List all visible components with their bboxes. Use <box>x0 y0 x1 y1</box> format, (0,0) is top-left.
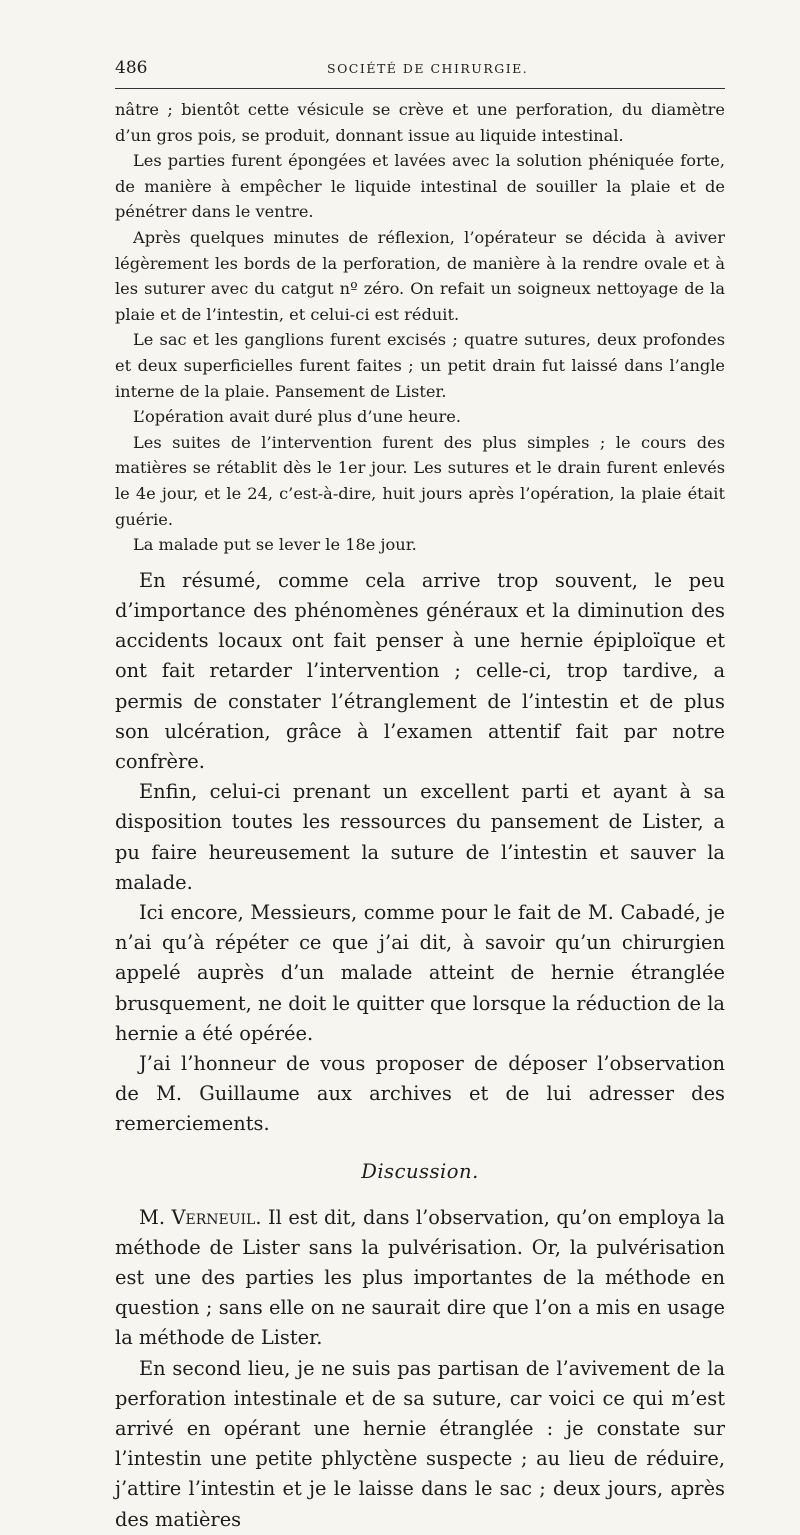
section-title: Discussion. <box>361 1159 479 1183</box>
paragraph: Enfin, celui-ci prenant un excellent parti et ayant à sa disposition toutes les ressources du pansement de Lister, a pu faire heureusement la suture de l’intestin et sauver la malade. <box>115 780 725 894</box>
page-number: 486 <box>115 58 148 78</box>
paragraph: Le sac et les ganglions furent excisés ; quatre sutures, deux profondes et deux superficielles furent faites ; un petit drain fut laissé dans l’angle interne de la plaie. Pansement de Lister. <box>115 330 725 401</box>
speaker-name: M. Verneuil. <box>139 1205 262 1229</box>
paragraph: En résumé, comme cela arrive trop souvent, le peu d’importance des phénomènes généraux et la diminution des accidents locaux ont fait penser à une hernie épiploïque et ont fait retarder l’intervention ; celle-ci, trop tardive, a permis de constater l’étranglement de l’intestin et de plus son ulcération, grâce à l’examen attentif fait par notre confrère. <box>115 568 725 773</box>
paragraph: Les suites de l’intervention furent des plus simples ; le cours des matières se rétablit dès le 1er jour. Les sutures et le drain furent enlevés le 4e jour, et le 24, c’est-à-dire, huit jours après l’opération, la plaie était guérie. <box>115 432 725 529</box>
paragraph: J’ai l’honneur de vous proposer de déposer l’observation de M. Guillaume aux archives et de lui adresser des remerciements. <box>115 1051 725 1136</box>
paragraph: Ici encore, Messieurs, comme pour le fait de M. Cabadé, je n’ai qu’à répéter ce que j’ai dit, à savoir qu’un chirurgien appelé auprès d’un malade atteint de hernie étranglée brusquement, ne doit le quitter que lorsque la réduction de la hernie a été opérée. <box>115 900 725 1045</box>
paragraph: Après quelques minutes de réflexion, l’opérateur se décida à aviver légèrement les bords de la perforation, de manière à la rendre ovale et à les suturer avec du catgut nº zéro. On refait un soigneux nettoyage de la plaie et de l’intestin, et celui-ci est réduit. <box>115 227 725 324</box>
observation-text <box>115 97 725 558</box>
running-header <box>115 58 725 89</box>
paragraph: Les parties furent épongées et lavées avec la solution phéniquée forte, de manière à empêcher le liquide intestinal de souiller la plaie et de pénétrer dans le ventre. <box>115 151 725 222</box>
paragraph: La malade put se lever le 18e jour. <box>133 535 417 555</box>
discussion-text <box>115 1203 725 1535</box>
paragraph <box>115 1203 725 1354</box>
paragraph: nâtre ; bientôt cette vésicule se crève et une perforation, du diamètre d’un gros pois, se produit, donnant issue au liquide intestinal. <box>115 100 725 145</box>
running-title: SOCIÉTÉ DE CHIRURGIE. <box>327 61 529 76</box>
paragraph: L’opération avait duré plus d’une heure. <box>133 407 462 427</box>
paragraph: En second lieu, je ne suis pas partisan de l’avivement de la perforation intestinale et de sa suture, car voici ce qui m’est arrivé en opérant une hernie étranglée : je constate sur l’intestin une petite phlyctène suspecte ; au lieu de réduire, j’attire l’intestin et je le laisse dans le sac ; deux jours, après des matières <box>115 1356 725 1531</box>
document-page <box>115 58 725 1535</box>
report-text <box>115 566 725 1140</box>
paragraph-body: Il est dit, dans l’observation, qu’on employa la méthode de Lister sans la pulvérisation. Or, la pulvérisation est une des parties les plus importantes de la méthode en question ; sans elle on ne saurait dire que l’on a mis en usage la méthode de Lister. <box>115 1205 725 1350</box>
